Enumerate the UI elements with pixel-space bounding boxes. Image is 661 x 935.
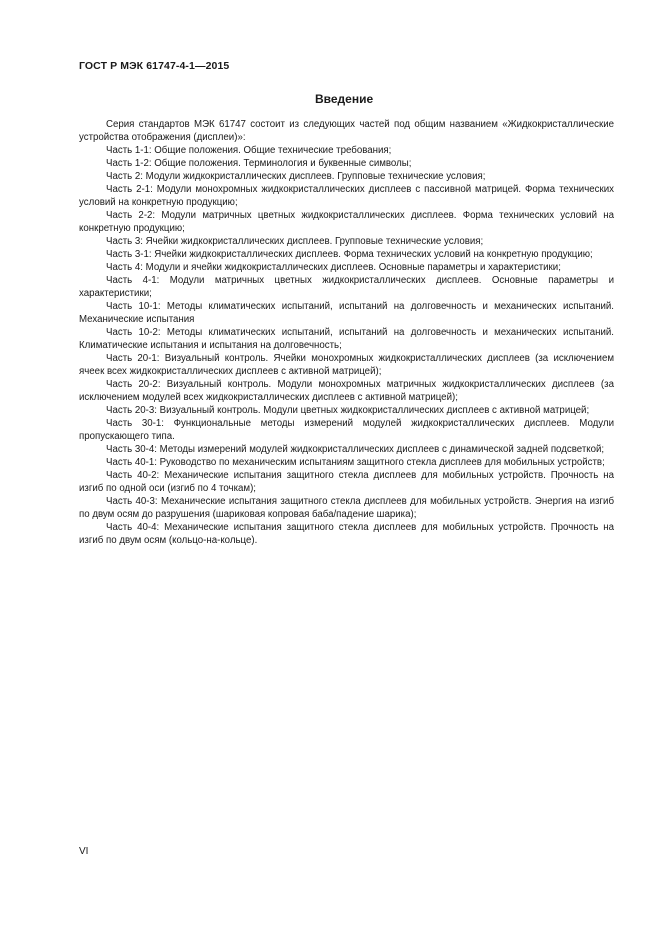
list-item-part-30-1: Часть 30-1: Функциональные методы измерений модулей жидкокристаллических дисплеев. Модули пропускающего типа.	[79, 418, 614, 442]
list-item-part-20-3: Часть 20-3: Визуальный контроль. Модули цветных жидкокристаллических дисплеев с активной матрицей;	[106, 405, 590, 416]
list-item-part-4-1: Часть 4-1: Модули матричных цветных жидкокристаллических дисплеев. Основные параметры и характеристики;	[79, 275, 614, 299]
list-item-part-4: Часть 4: Модули и ячейки жидкокристаллических дисплеев. Основные параметры и характеристики;	[106, 262, 561, 273]
document-header: ГОСТ Р МЭК 61747-4-1—2015	[79, 60, 230, 72]
section-title: Введение	[315, 92, 374, 106]
list-item-part-20-1: Часть 20-1: Визуальный контроль. Ячейки монохромных жидкокристаллических дисплеев (за исключением ячеек всех жидкокристаллических дисплеев с активной матрицей);	[79, 353, 614, 377]
list-item-part-40-1: Часть 40-1: Руководство по механическим испытаниям защитного стекла дисплеев для мобильных устройств;	[106, 457, 605, 468]
list-item-part-10-2: Часть 10-2: Методы климатических испытаний, испытаний на долговечность и механических испытаний. Климатические испытания и испытания на долговечность;	[79, 327, 614, 351]
list-item-part-1-1: Часть 1-1: Общие положения. Общие технические требования;	[106, 145, 392, 156]
list-item-part-1-2: Часть 1-2: Общие положения. Терминология и буквенные символы;	[106, 158, 412, 169]
list-item-part-20-2: Часть 20-2: Визуальный контроль. Модули монохромных матричных жидкокристаллических дисплеев (за исключением модулей всех жидкокристаллических дисплеев с активной матрицей);	[79, 379, 614, 403]
list-item-part-40-3: Часть 40-3: Механические испытания защитного стекла дисплеев для мобильных устройств. Энергия на изгиб по двум осям до разрушения (шариковая копровая баба/падение шарика);	[79, 496, 614, 520]
list-item-part-30-4: Часть 30-4: Методы измерений модулей жидкокристаллических дисплеев с динамической задней подсветкой;	[106, 444, 605, 455]
list-item-part-3-1: Часть 3-1: Ячейки жидкокристаллических дисплеев. Форма технических условий на конкретную продукцию;	[106, 249, 593, 260]
list-item-part-3: Часть 3: Ячейки жидкокристаллических дисплеев. Групповые технические условия;	[106, 236, 484, 247]
list-item-part-40-2: Часть 40-2: Механические испытания защитного стекла дисплеев для мобильных устройств. Прочность на изгиб по одной оси (изгиб по 4 точкам);	[79, 470, 614, 494]
page-number: VI	[79, 846, 89, 857]
list-item-part-40-4: Часть 40-4: Механические испытания защитного стекла дисплеев для мобильных устройств. Прочность на изгиб по двум осям (кольцо-на-кольце).	[79, 522, 614, 546]
list-item-part-2: Часть 2: Модули жидкокристаллических дисплеев. Групповые технические условия;	[106, 171, 486, 182]
list-item-part-2-2: Часть 2-2: Модули матричных цветных жидкокристаллических дисплеев. Форма технических условий на конкретную продукцию;	[79, 210, 614, 234]
document-body	[79, 118, 614, 547]
intro-paragraph: Серия стандартов МЭК 61747 состоит из следующих частей под общим названием «Жидкокристаллические устройства отображения (дисплеи)»:	[79, 119, 614, 143]
list-item-part-10-1: Часть 10-1: Методы климатических испытаний, испытаний на долговечность и механических испытаний. Механические испытания	[79, 301, 614, 325]
list-item-part-2-1: Часть 2-1: Модули монохромных жидкокристаллических дисплеев с пассивной матрицей. Форма технических условий на конкретную продукцию;	[79, 184, 614, 208]
